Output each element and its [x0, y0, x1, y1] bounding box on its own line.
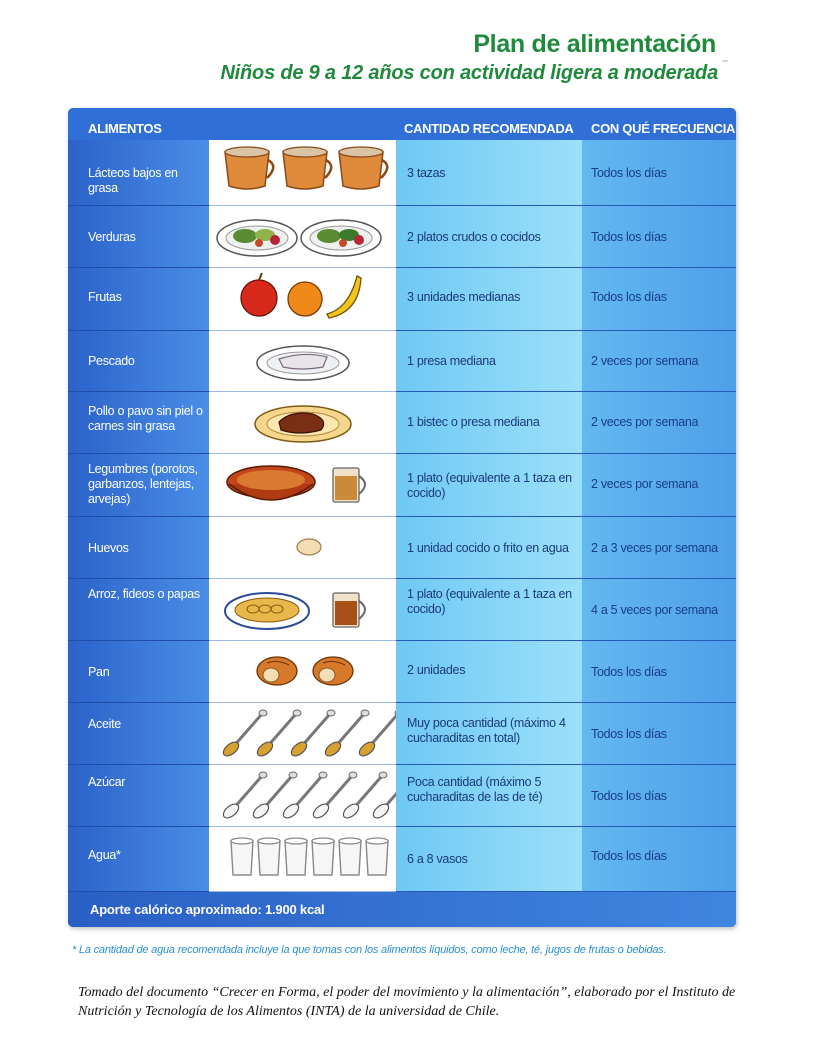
oil-spoons-icon	[209, 703, 396, 765]
table-row	[68, 140, 736, 206]
trademark-mark: ™	[722, 60, 728, 66]
frequency: Todos los días	[591, 230, 667, 244]
table-header	[68, 108, 736, 140]
recommended-quantity: 3 unidades medianas	[407, 290, 521, 304]
water-footnote: * La cantidad de agua recomendada incluye la que tomas con los alimentos líquidos, como leche, té, jugos de frutas o bebidas.	[72, 944, 667, 956]
vegetable-plates-icon	[209, 206, 396, 268]
food-name: Frutas	[88, 290, 122, 304]
recommended-quantity: Muy poca cantidad (máximo 4 cucharaditas en total)	[407, 716, 566, 745]
header-quantity: CANTIDAD RECOMENDADA	[404, 121, 574, 136]
source-citation: Tomado del documento “Crecer en Forma, el poder del movimiento y la alimentación”, elaborado por el Instituto de Nutrición y Tecnología de los Alimentos (INTA) de la universidad de Chile.	[78, 985, 736, 1019]
recommended-quantity: 1 bistec o presa mediana	[407, 415, 540, 429]
food-name: Verduras	[88, 230, 136, 244]
table-row	[68, 765, 736, 827]
calorie-total: Aporte calórico aproximado: 1.900 kcal	[90, 902, 325, 917]
table-row	[68, 268, 736, 331]
water-glasses-icon	[209, 827, 396, 892]
header-food: ALIMENTOS	[88, 121, 162, 136]
bread-icon	[209, 641, 396, 703]
vegetable-plates-icon	[209, 206, 396, 268]
recommended-quantity: 3 tazas	[407, 166, 446, 180]
recommended-quantity: 2 unidades	[407, 663, 466, 677]
recommended-quantity: 1 plato (equivalente a 1 taza en cocido)	[407, 471, 572, 500]
table-row	[68, 517, 736, 579]
frequency: 2 veces por semana	[591, 477, 699, 491]
recommended-quantity: 2 platos crudos o cocidos	[407, 230, 541, 244]
recommended-quantity: 1 unidad cocido o frito en agua	[407, 541, 569, 555]
food-name: Pan	[88, 665, 110, 679]
legume-bowl-icon	[209, 454, 396, 517]
table-row	[68, 454, 736, 517]
table-row	[68, 579, 736, 641]
food-name: Arroz, fideos o papas	[88, 587, 200, 601]
bread-icon	[209, 641, 396, 703]
frequency: 2 veces por semana	[591, 354, 699, 368]
water-glasses-icon	[209, 827, 396, 892]
egg-icon	[209, 517, 396, 579]
meat-plate-icon	[209, 392, 396, 454]
calorie-footer	[68, 892, 736, 927]
recommended-quantity: 1 plato (equivalente a 1 taza en cocido)	[407, 587, 572, 616]
recommended-quantity: Poca cantidad (máximo 5 cucharaditas de las de té)	[407, 775, 543, 804]
frequency: Todos los días	[591, 290, 667, 304]
food-name: Pollo o pavo sin piel o carnes sin grasa	[88, 404, 203, 433]
legume-bowl-icon	[209, 454, 396, 517]
frequency: 4 a 5 veces por semana	[591, 603, 718, 617]
pasta-plate-icon	[209, 579, 396, 641]
frequency: 2 veces por semana	[591, 415, 699, 429]
oil-spoons-icon	[209, 703, 396, 765]
frequency: Todos los días	[591, 166, 667, 180]
fruits-icon	[209, 268, 396, 331]
table-row	[68, 331, 736, 392]
food-name: Pescado	[88, 354, 135, 368]
recommended-quantity: 1 presa mediana	[407, 354, 496, 368]
milk-cups-icon	[209, 140, 396, 206]
food-name: Aceite	[88, 717, 121, 731]
sugar-spoons-icon	[209, 765, 396, 827]
page-subtitle: Niños de 9 a 12 años con actividad ligera a moderada	[220, 62, 718, 84]
recommended-quantity: 6 a 8 vasos	[407, 852, 468, 866]
pasta-plate-icon	[209, 579, 396, 641]
meat-plate-icon	[209, 392, 396, 454]
frequency: Todos los días	[591, 849, 667, 863]
frequency: Todos los días	[591, 727, 667, 741]
frequency: 2 a 3 veces por semana	[591, 541, 718, 555]
table-row	[68, 206, 736, 268]
food-name: Azúcar	[88, 775, 126, 789]
food-plan-table	[68, 108, 736, 927]
table-row	[68, 641, 736, 703]
table-row	[68, 703, 736, 765]
sugar-spoons-icon	[209, 765, 396, 827]
page-title: Plan de alimentación	[473, 30, 716, 58]
food-name: Agua*	[88, 848, 121, 862]
fish-plate-icon	[209, 331, 396, 392]
food-name: Legumbres (porotos, garbanzos, lentejas, arvejas)	[88, 462, 198, 506]
frequency: Todos los días	[591, 665, 667, 679]
table-row	[68, 827, 736, 892]
fruits-icon	[209, 268, 396, 331]
egg-icon	[209, 517, 396, 579]
food-name: Huevos	[88, 541, 129, 555]
food-name: Lácteos bajos en grasa	[88, 166, 178, 195]
fish-plate-icon	[209, 331, 396, 392]
table-row	[68, 392, 736, 454]
header-frequency: CON QUÉ FRECUENCIA	[591, 121, 736, 136]
frequency: Todos los días	[591, 789, 667, 803]
milk-cups-icon	[209, 140, 396, 206]
